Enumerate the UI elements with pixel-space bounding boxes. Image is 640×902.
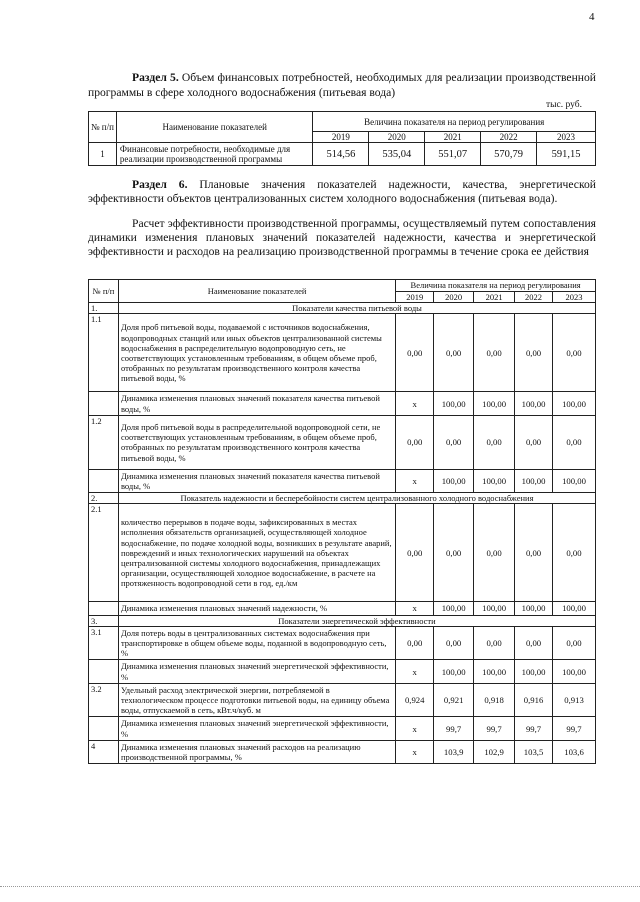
row-number xyxy=(89,717,119,740)
indicator-value: 0,00 xyxy=(474,314,515,392)
indicator-value: 0,00 xyxy=(474,504,515,602)
section-title: Показатели качества питьевой воды xyxy=(118,303,595,314)
indicator-value: 0,921 xyxy=(434,683,474,717)
row-number xyxy=(89,469,119,492)
section-5-text: Объем финансовых потребностей, необходимых для реализации производственной программы в сфере холодного водоснабжения (питьевая вода) xyxy=(88,71,596,99)
indicator-value: 103,6 xyxy=(553,740,596,763)
indicator-value: 0,00 xyxy=(553,626,596,660)
indicator-value: 0,00 xyxy=(553,504,596,602)
indicator-value: 0,00 xyxy=(434,504,474,602)
indicator-value: 0,916 xyxy=(515,683,553,717)
indicator-value: 100,00 xyxy=(474,660,515,683)
indicator-value: 99,7 xyxy=(434,717,474,740)
t1-value: 551,07 xyxy=(425,143,481,166)
indicator-value: x xyxy=(396,602,434,615)
row-number: 1.2 xyxy=(89,415,119,469)
indicator-value: 100,00 xyxy=(515,602,553,615)
page-bottom-edge xyxy=(0,886,640,887)
indicator-value: 100,00 xyxy=(553,660,596,683)
indicator-name: Динамика изменения плановых значений показателя качества питьевой воды, % xyxy=(118,469,395,492)
indicator-name: Удельный расход электрической энергии, потребляемой в технологическом процессе подготовки питьевой воды, на единицу объема воды, отпускаемой в сеть, кВт.ч/куб. м xyxy=(118,683,395,717)
indicator-value: 0,00 xyxy=(474,415,515,469)
indicator-value: x xyxy=(396,469,434,492)
indicator-value: 0,00 xyxy=(396,415,434,469)
table-row xyxy=(89,717,596,740)
t1-value: 591,15 xyxy=(537,143,596,166)
section-5-heading xyxy=(88,70,596,100)
section-5-label: Раздел 5. xyxy=(132,71,179,84)
t2-year-header: 2022 xyxy=(515,292,553,303)
indicator-value: 0,913 xyxy=(553,683,596,717)
indicator-value: 100,00 xyxy=(434,392,474,415)
t1-col-name-header: Наименование показателей xyxy=(116,112,313,143)
indicator-value: 0,00 xyxy=(434,626,474,660)
t1-year-header: 2019 xyxy=(313,132,369,143)
indicator-value: 100,00 xyxy=(434,602,474,615)
indicator-name: Доля проб питьевой воды в распределительной водопроводной сети, не соответствующих установленным требованиям, в общем объеме проб, отобранных по результатам производственного контроля качества питьевой воды, % xyxy=(118,415,395,469)
t2-col-num-header: № п/п xyxy=(89,280,119,303)
indicator-value: 0,00 xyxy=(553,314,596,392)
t1-year-header: 2023 xyxy=(537,132,596,143)
indicator-value: 0,00 xyxy=(553,415,596,469)
t1-year-header: 2021 xyxy=(425,132,481,143)
indicator-value: 100,00 xyxy=(515,392,553,415)
page-number: 4 xyxy=(589,11,595,23)
indicator-value: 99,7 xyxy=(553,717,596,740)
row-number: 1. xyxy=(89,303,119,314)
table-row xyxy=(89,504,596,602)
row-number: 1.1 xyxy=(89,314,119,392)
indicators-table xyxy=(88,279,596,764)
table-row xyxy=(89,469,596,492)
table-row xyxy=(89,314,596,392)
section-6-heading xyxy=(88,178,596,206)
indicator-value: 0,00 xyxy=(515,626,553,660)
indicator-value: 100,00 xyxy=(434,660,474,683)
row-number: 3. xyxy=(89,615,119,626)
section-title: Показатель надежности и бесперебойности систем централизованного холодного водоснабжения xyxy=(118,493,595,504)
row-number xyxy=(89,392,119,415)
indicator-value: 0,00 xyxy=(515,504,553,602)
t2-year-header: 2020 xyxy=(434,292,474,303)
table-row xyxy=(89,602,596,615)
indicator-name: Динамика изменения плановых значений надежности, % xyxy=(118,602,395,615)
financial-needs-table xyxy=(88,111,596,166)
indicator-value: x xyxy=(396,660,434,683)
section-title: Показатели энергетической эффективности xyxy=(118,615,595,626)
unit-label: тыс. руб. xyxy=(546,100,582,110)
section-6-text: Плановые значения показателей надежности, качества, энергетической эффективности объектов централизованных систем холодного водоснабжения (питьевая вода). xyxy=(88,178,596,205)
indicators-table-body xyxy=(89,280,596,764)
t2-year-header: 2019 xyxy=(396,292,434,303)
indicator-value: 102,9 xyxy=(474,740,515,763)
indicator-value: 100,00 xyxy=(474,602,515,615)
section-row xyxy=(89,303,596,314)
indicator-value: 0,924 xyxy=(396,683,434,717)
row-number: 3.1 xyxy=(89,626,119,660)
indicator-value: 0,00 xyxy=(515,314,553,392)
indicator-name: Динамика изменения плановых значений показателя качества питьевой воды, % xyxy=(118,392,395,415)
indicator-value: 100,00 xyxy=(553,469,596,492)
t1-year-header: 2022 xyxy=(481,132,537,143)
indicator-value: 99,7 xyxy=(474,717,515,740)
indicator-value: 103,9 xyxy=(434,740,474,763)
section-6-label: Раздел 6. xyxy=(132,178,188,191)
t1-value: 535,04 xyxy=(369,143,425,166)
indicator-value: 100,00 xyxy=(553,392,596,415)
t2-col-name-header: Наименование показателей xyxy=(118,280,395,303)
indicator-value: 100,00 xyxy=(474,392,515,415)
indicator-value: 0,00 xyxy=(396,314,434,392)
indicator-value: 100,00 xyxy=(434,469,474,492)
row-number: 4 xyxy=(89,740,119,763)
indicator-value: 100,00 xyxy=(515,469,553,492)
t2-year-header: 2023 xyxy=(553,292,596,303)
t1-row-num: 1 xyxy=(89,143,117,166)
t2-col-group-header: Величина показателя на период регулирования xyxy=(396,280,596,292)
t1-year-header: 2020 xyxy=(369,132,425,143)
indicator-name: Динамика изменения плановых значений энергетической эффективности, % xyxy=(118,717,395,740)
table-row xyxy=(89,740,596,763)
indicator-name: Динамика изменения плановых значений расходов на реализацию производственной программы, % xyxy=(118,740,395,763)
indicator-value: 0,00 xyxy=(396,626,434,660)
t1-value: 514,56 xyxy=(313,143,369,166)
indicator-value: 100,00 xyxy=(553,602,596,615)
indicator-value: 0,00 xyxy=(434,415,474,469)
table-row xyxy=(89,683,596,717)
indicator-value: 100,00 xyxy=(515,660,553,683)
table-row xyxy=(89,415,596,469)
indicator-value: x xyxy=(396,717,434,740)
indicator-value: 100,00 xyxy=(474,469,515,492)
row-number: 2. xyxy=(89,493,119,504)
t1-value: 570,79 xyxy=(481,143,537,166)
indicator-value: 0,00 xyxy=(515,415,553,469)
t1-col-group-header: Величина показателя на период регулирования xyxy=(313,112,596,132)
indicator-value: 0,918 xyxy=(474,683,515,717)
indicator-value: x xyxy=(396,392,434,415)
row-number: 3.2 xyxy=(89,683,119,717)
indicator-value: 0,00 xyxy=(474,626,515,660)
table-row xyxy=(89,143,596,166)
table-row xyxy=(89,660,596,683)
row-number xyxy=(89,660,119,683)
row-number: 2.1 xyxy=(89,504,119,602)
indicator-value: 0,00 xyxy=(396,504,434,602)
indicator-value: 103,5 xyxy=(515,740,553,763)
t2-year-header: 2021 xyxy=(474,292,515,303)
indicator-name: Доля проб питьевой воды, подаваемой с источников водоснабжения, водопроводных станций или иных объектов централизованной системы водоснабжения в распределительную водопроводную сеть, не соответствующих установленным требованиям, в общем объеме проб, отобранных по результатам производственного контроля качества питьевой воды, % xyxy=(118,314,395,392)
indicator-name: количество перерывов в подаче воды, зафиксированных в местах исполнения обязательств организацией, осуществляющей холодное водоснабжение, по подаче холодной воды, возникших в результате аварий, повреждений и иных технологических нарушений на объектах централизованной системы холодного водоснабжения, принадлежащих организации, осуществляющей холодное водоснабжение, в расчете на протяженность водопроводной сети в год, ед./км xyxy=(118,504,395,602)
table-row xyxy=(89,626,596,660)
efficiency-calculation-text: Расчет эффективности производственной программы, осуществляемый путем сопоставления динамики изменения плановых значений показателей надежности, качества и энергетической эффективности и расходов на реализацию производственной программы в течение срока ее действия xyxy=(88,217,596,258)
indicator-value: x xyxy=(396,740,434,763)
section-row xyxy=(89,615,596,626)
indicator-value: 0,00 xyxy=(434,314,474,392)
t1-col-num-header: № п/п xyxy=(89,112,117,143)
section-row xyxy=(89,493,596,504)
indicator-name: Динамика изменения плановых значений энергетической эффективности, % xyxy=(118,660,395,683)
row-number xyxy=(89,602,119,615)
indicator-name: Доля потерь воды в централизованных системах водоснабжения при транспортировке в общем объеме воды, поданной в водопроводную сеть, % xyxy=(118,626,395,660)
indicator-value: 99,7 xyxy=(515,717,553,740)
table-row xyxy=(89,392,596,415)
t1-row-name: Финансовые потребности, необходимые для реализации производственной программы xyxy=(116,143,313,166)
